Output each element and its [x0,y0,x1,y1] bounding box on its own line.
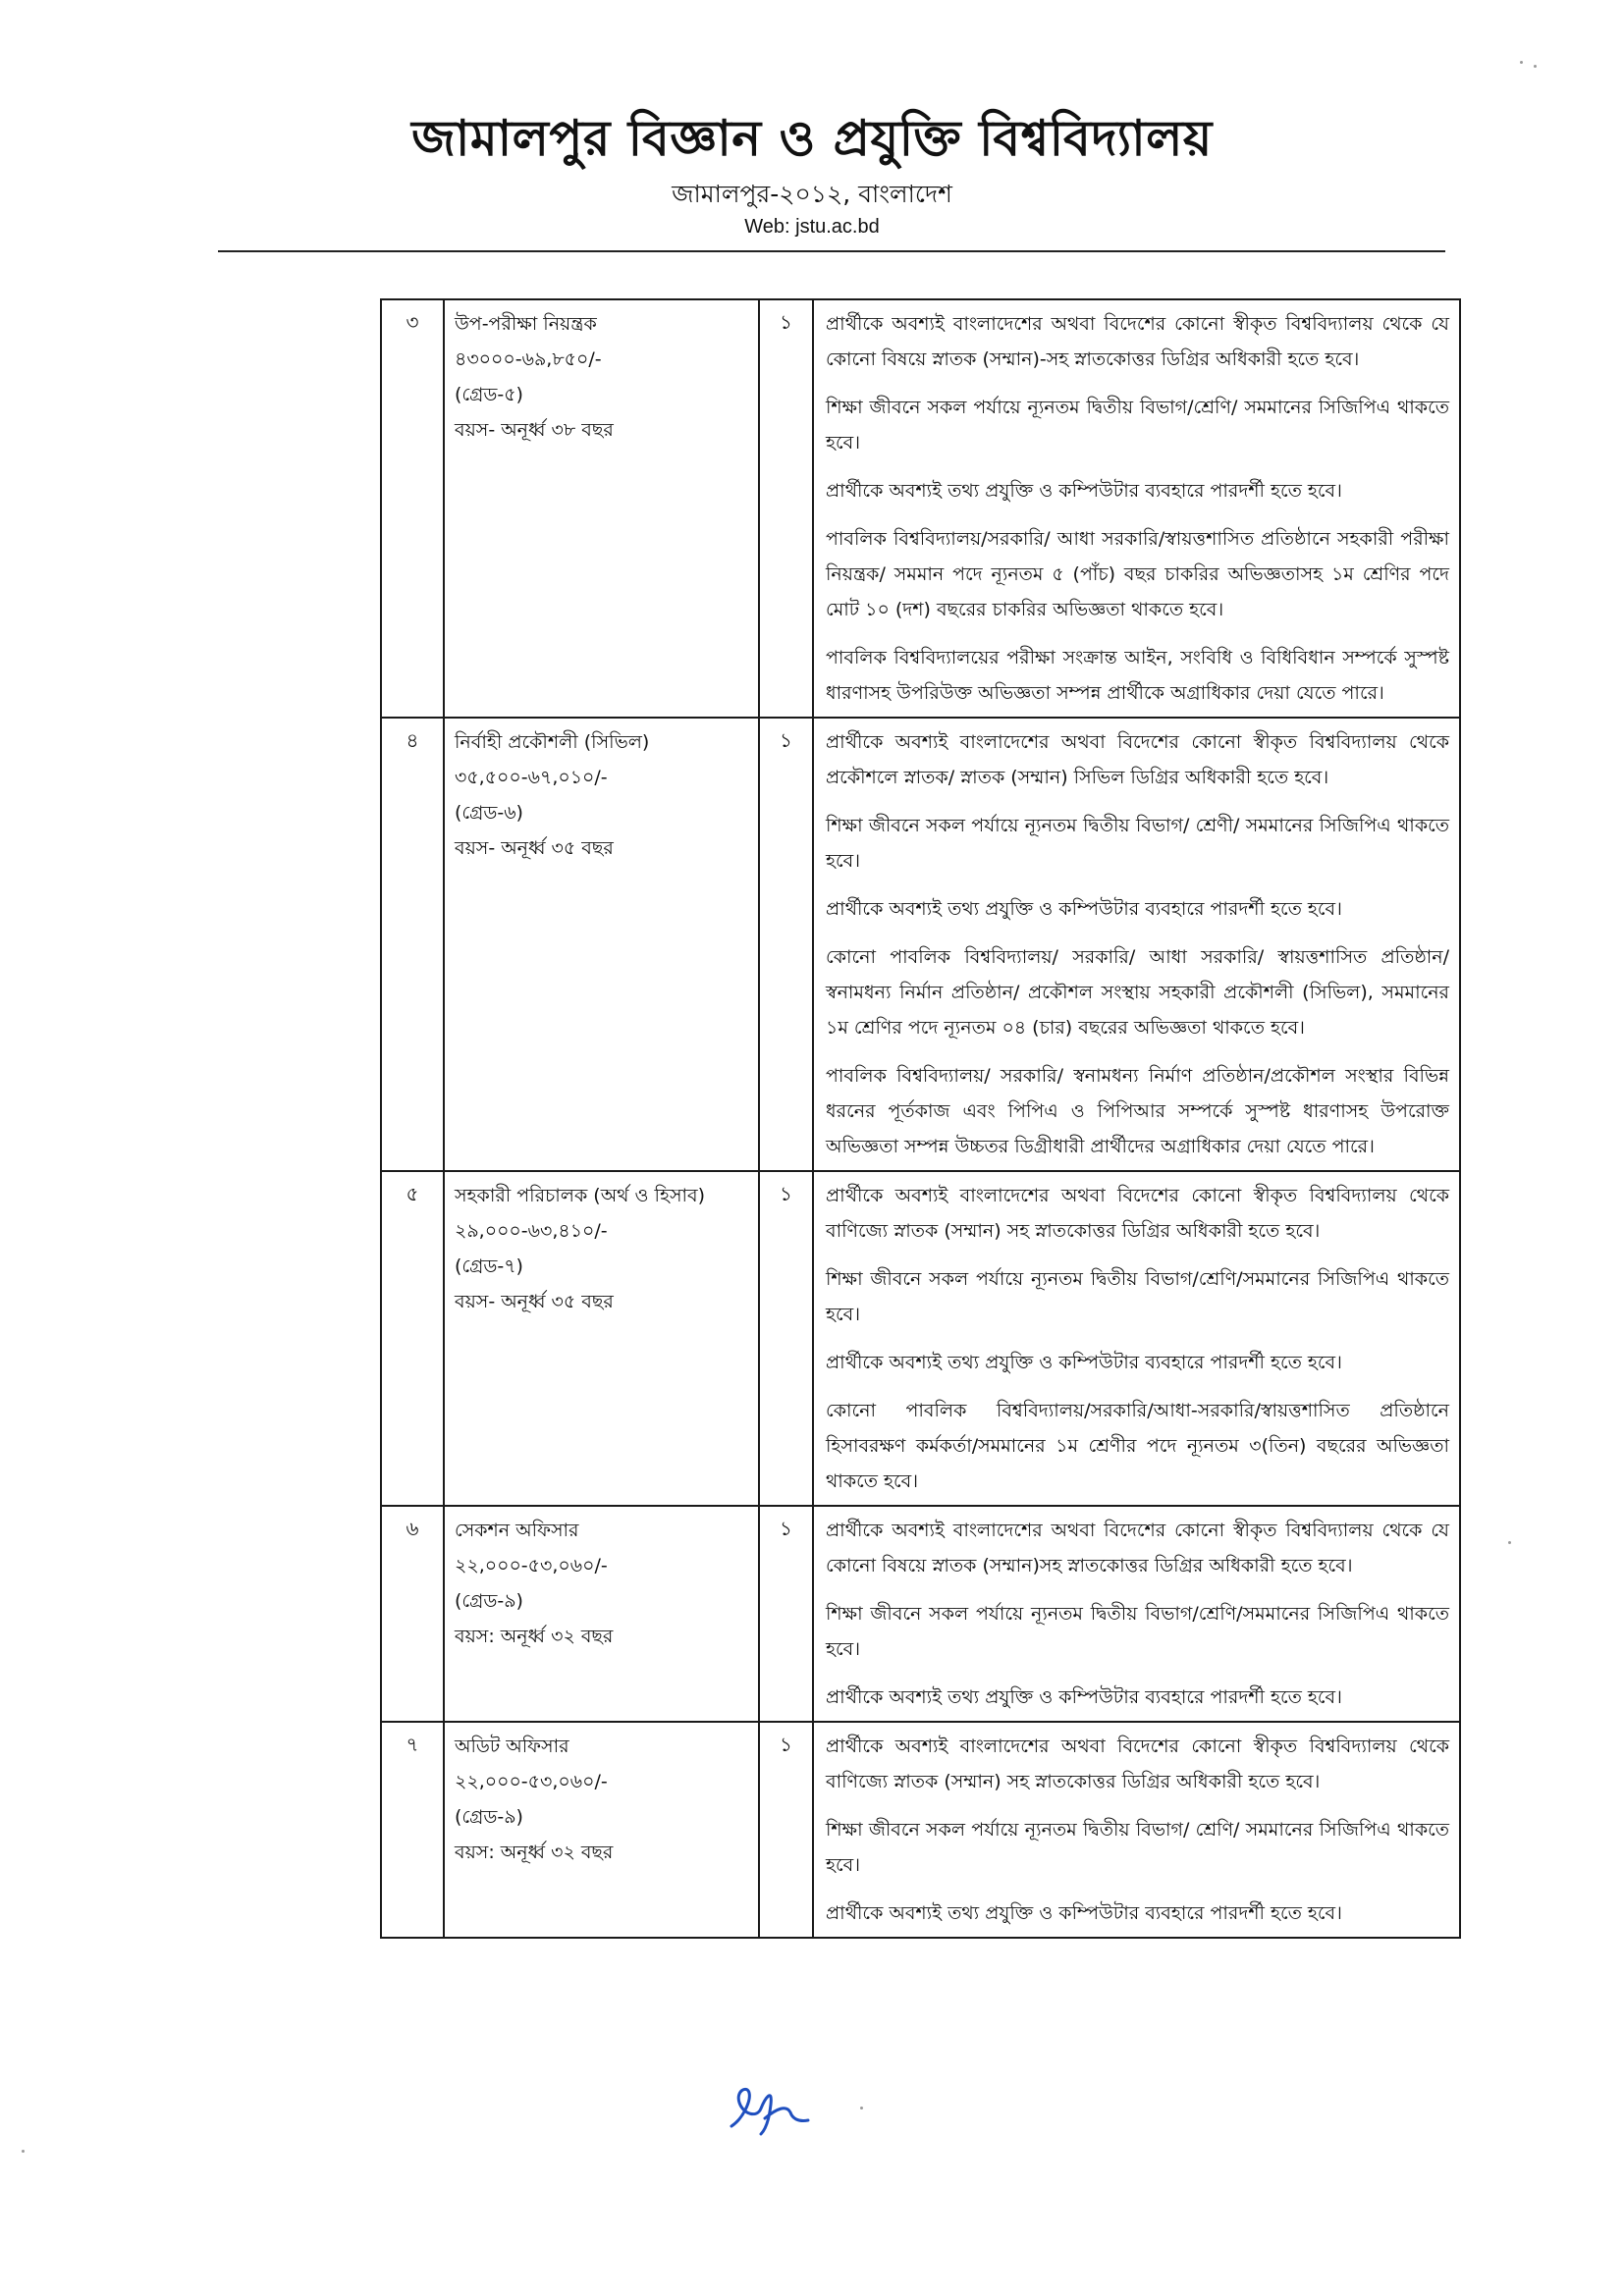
scan-speck [1508,1541,1511,1544]
post-count: ১ [759,1722,813,1938]
table-row [381,1506,1460,1722]
qualification-item: প্রার্থীকে অবশ্যই তথ্য প্রযুক্তি ও কম্পিউটার ব্যবহারে পারদর্শী হতে হবে। [826,898,1342,920]
post-details [444,718,759,1171]
post-details [444,1722,759,1938]
grade: (গ্রেড-৭) [455,1255,523,1277]
qualification-item: প্রার্থীকে অবশ্যই তথ্য প্রযুক্তি ও কম্পিউটার ব্যবহারে পারদর্শী হতে হবে। [826,1686,1342,1708]
pay-scale: ৩৫,৫০০-৬৭,০১০/- [455,767,608,788]
university-web: Web: jstu.ac.bd [744,216,880,238]
qualification-item: পাবলিক বিশ্ববিদ্যালয়/ সরকারি/ স্বনামধন্য নির্মাণ প্রতিষ্ঠান/প্রকৌশল সংস্থার বিভিন্ন ধরনের পূর্তকাজ এবং পিপিএ ও পিপিআর সম্পর্কে সুস্পষ্ট ধারণাসহ উপরোক্ত অভিজ্ঞতা সম্পন্ন উচ্চতর ডিগ্রীধারী প্রার্থীদের অগ্রাধিকার দেয়া যেতে পারে। [826,1065,1449,1157]
grade: (গ্রেড-৯) [455,1806,523,1828]
serial-number: ৩ [381,299,444,718]
post-details [444,299,759,718]
grade: (গ্রেড-৫) [455,384,523,405]
university-name: জামালপুর বিজ্ঞান ও প্রযুক্তি বিশ্ববিদ্যালয় [411,110,1213,167]
post-title: উপ-পরীক্ষা নিয়ন্ত্রক [455,313,597,335]
qualification-item: প্রার্থীকে অবশ্যই বাংলাদেশের অথবা বিদেশের কোনো স্বীকৃত বিশ্ববিদ্যালয় থেকে বাণিজ্যে স্নাতক (সম্মান) সহ স্নাতকোত্তর ডিগ্রির অধিকারী হতে হবে। [826,1735,1449,1792]
scan-speck [1520,61,1523,64]
post-details [444,1506,759,1722]
header-divider [218,250,1445,252]
qualification-item: কোনো পাবলিক বিশ্ববিদ্যালয়/সরকারি/আধা-সরকারি/স্বায়ত্তশাসিত প্রতিষ্ঠানে হিসাবরক্ষণ কর্মকর্তা/সমমানের ১ম শ্রেণীর পদে ন্যূনতম ৩(তিন) বছরের অভিজ্ঞতা থাকতে হবে। [826,1400,1449,1492]
qualifications [813,1722,1460,1938]
qualifications [813,299,1460,718]
qualification-item: কোনো পাবলিক বিশ্ববিদ্যালয়/ সরকারি/ আধা সরকারি/ স্বায়ত্তশাসিত প্রতিষ্ঠান/ স্বনামধন্য নির্মান প্রতিষ্ঠান/ প্রকৌশল সংস্থায় সহকারী প্রকৌশলী (সিভিল), সমমানের ১ম শ্রেণির পদে ন্যূনতম ০৪ (চার) বছরের অভিজ্ঞতা থাকতে হবে। [826,946,1449,1039]
qualification-item: পাবলিক বিশ্ববিদ্যালয়ের পরীক্ষা সংক্রান্ত আইন, সংবিধি ও বিধিবিধান সম্পর্কে সুস্পষ্ট ধারণাসহ উপরিউক্ত অভিজ্ঞতা সম্পন্ন প্রার্থীকে অগ্রাধিকার দেয়া যেতে পারে। [826,647,1449,704]
qualification-item: শিক্ষা জীবনে সকল পর্যায়ে ন্যূনতম দ্বিতীয় বিভাগ/ শ্রেণী/ সমমানের সিজিপিএ থাকতে হবে। [826,815,1449,872]
post-count: ১ [759,299,813,718]
post-count: ১ [759,718,813,1171]
qualifications [813,718,1460,1171]
pay-scale: ২৯,০০০-৬৩,৪১০/- [455,1220,608,1242]
qualification-item: শিক্ষা জীবনে সকল পর্যায়ে ন্যূনতম দ্বিতীয় বিভাগ/শ্রেণি/ সমমানের সিজিপিএ থাকতে হবে। [826,397,1449,454]
qualification-item: শিক্ষা জীবনে সকল পর্যায়ে ন্যূনতম দ্বিতীয় বিভাগ/শ্রেণি/সমমানের সিজিপিএ থাকতে হবে। [826,1603,1449,1660]
pay-scale: ৪৩০০০-৬৯,৮৫০/- [455,348,602,370]
age-limit: বয়স- অনূর্ধ্ব ৩৮ বছর [455,419,614,441]
serial-number: ৫ [381,1171,444,1506]
university-address: জামালপুর-২০১২, বাংলাদেশ [672,180,952,208]
scan-speck [22,2150,25,2153]
qualifications [813,1171,1460,1506]
pay-scale: ২২,০০০-৫৩,০৬০/- [455,1771,608,1792]
post-title: সেকশন অফিসার [455,1520,579,1541]
posts-table [380,298,1461,1939]
grade: (গ্রেড-৬) [455,802,523,824]
qualification-item: প্রার্থীকে অবশ্যই তথ্য প্রযুক্তি ও কম্পিউটার ব্যবহারে পারদর্শী হতে হবে। [826,480,1342,502]
serial-number: ৪ [381,718,444,1171]
qualification-item: প্রার্থীকে অবশ্যই বাংলাদেশের অথবা বিদেশের কোনো স্বীকৃত বিশ্ববিদ্যালয় থেকে বাণিজ্যে স্নাতক (সম্মান) সহ স্নাতকোত্তর ডিগ্রির অধিকারী হতে হবে। [826,1185,1449,1242]
signature-icon [722,2079,820,2138]
qualification-item: প্রার্থীকে অবশ্যই বাংলাদেশের অথবা বিদেশের কোনো স্বীকৃত বিশ্ববিদ্যালয় থেকে যে কোনো বিষয়ে স্নাতক (সম্মান)-সহ স্নাতকোত্তর ডিগ্রির অধিকারী হতে হবে। [826,313,1449,370]
qualification-item: শিক্ষা জীবনে সকল পর্যায়ে ন্যূনতম দ্বিতীয় বিভাগ/ শ্রেণি/ সমমানের সিজিপিএ থাকতে হবে। [826,1819,1449,1876]
posts-table-body [381,299,1460,1938]
serial-number: ৭ [381,1722,444,1938]
table-row [381,1171,1460,1506]
qualification-item: প্রার্থীকে অবশ্যই তথ্য প্রযুক্তি ও কম্পিউটার ব্যবহারে পারদর্শী হতে হবে। [826,1352,1342,1373]
qualification-item: পাবলিক বিশ্ববিদ্যালয়/সরকারি/ আধা সরকারি/স্বায়ত্তশাসিত প্রতিষ্ঠানে সহকারী পরীক্ষা নিয়ন্ত্রক/ সমমান পদে ন্যূনতম ৫ (পাঁচ) বছর চাকরির অভিজ্ঞতাসহ ১ম শ্রেণির পদে মোট ১০ (দশ) বছরের চাকরির অভিজ্ঞতা থাকতে হবে। [826,528,1449,620]
table-row [381,718,1460,1171]
posts-table-container [380,298,1459,1939]
serial-number: ৬ [381,1506,444,1722]
post-title: সহকারী পরিচালক (অর্থ ও হিসাব) [455,1185,705,1206]
post-title: নির্বাহী প্রকৌশলী (সিভিল) [455,731,650,753]
post-title: অডিট অফিসার [455,1735,569,1757]
post-count: ১ [759,1171,813,1506]
age-limit: বয়স- অনূর্ধ্ব ৩৫ বছর [455,837,614,859]
qualifications [813,1506,1460,1722]
age-limit: বয়স: অনূর্ধ্ব ৩২ বছর [455,1626,614,1647]
qualification-item: প্রার্থীকে অবশ্যই বাংলাদেশের অথবা বিদেশের কোনো স্বীকৃত বিশ্ববিদ্যালয় থেকে প্রকৌশলে স্নাতক/ স্নাতক (সম্মান) সিভিল ডিগ্রির অধিকারী হতে হবে। [826,731,1449,788]
qualification-item: শিক্ষা জীবনে সকল পর্যায়ে ন্যূনতম দ্বিতীয় বিভাগ/শ্রেণি/সমমানের সিজিপিএ থাকতে হবে। [826,1268,1449,1325]
post-details [444,1171,759,1506]
post-count: ১ [759,1506,813,1722]
scan-speck [860,2107,863,2109]
table-row [381,1722,1460,1938]
table-row [381,299,1460,718]
scan-speck [1534,65,1537,68]
grade: (গ্রেড-৯) [455,1590,523,1612]
pay-scale: ২২,০০০-৫৩,০৬০/- [455,1555,608,1576]
age-limit: বয়স: অনূর্ধ্ব ৩২ বছর [455,1842,614,1863]
qualification-item: প্রার্থীকে অবশ্যই তথ্য প্রযুক্তি ও কম্পিউটার ব্যবহারে পারদর্শী হতে হবে। [826,1902,1342,1924]
qualification-item: প্রার্থীকে অবশ্যই বাংলাদেশের অথবা বিদেশের কোনো স্বীকৃত বিশ্ববিদ্যালয় থেকে যে কোনো বিষয়ে স্নাতক (সম্মান)সহ স্নাতকোত্তর ডিগ্রির অধিকারী হতে হবে। [826,1520,1449,1576]
age-limit: বয়স- অনূর্ধ্ব ৩৫ বছর [455,1291,614,1312]
